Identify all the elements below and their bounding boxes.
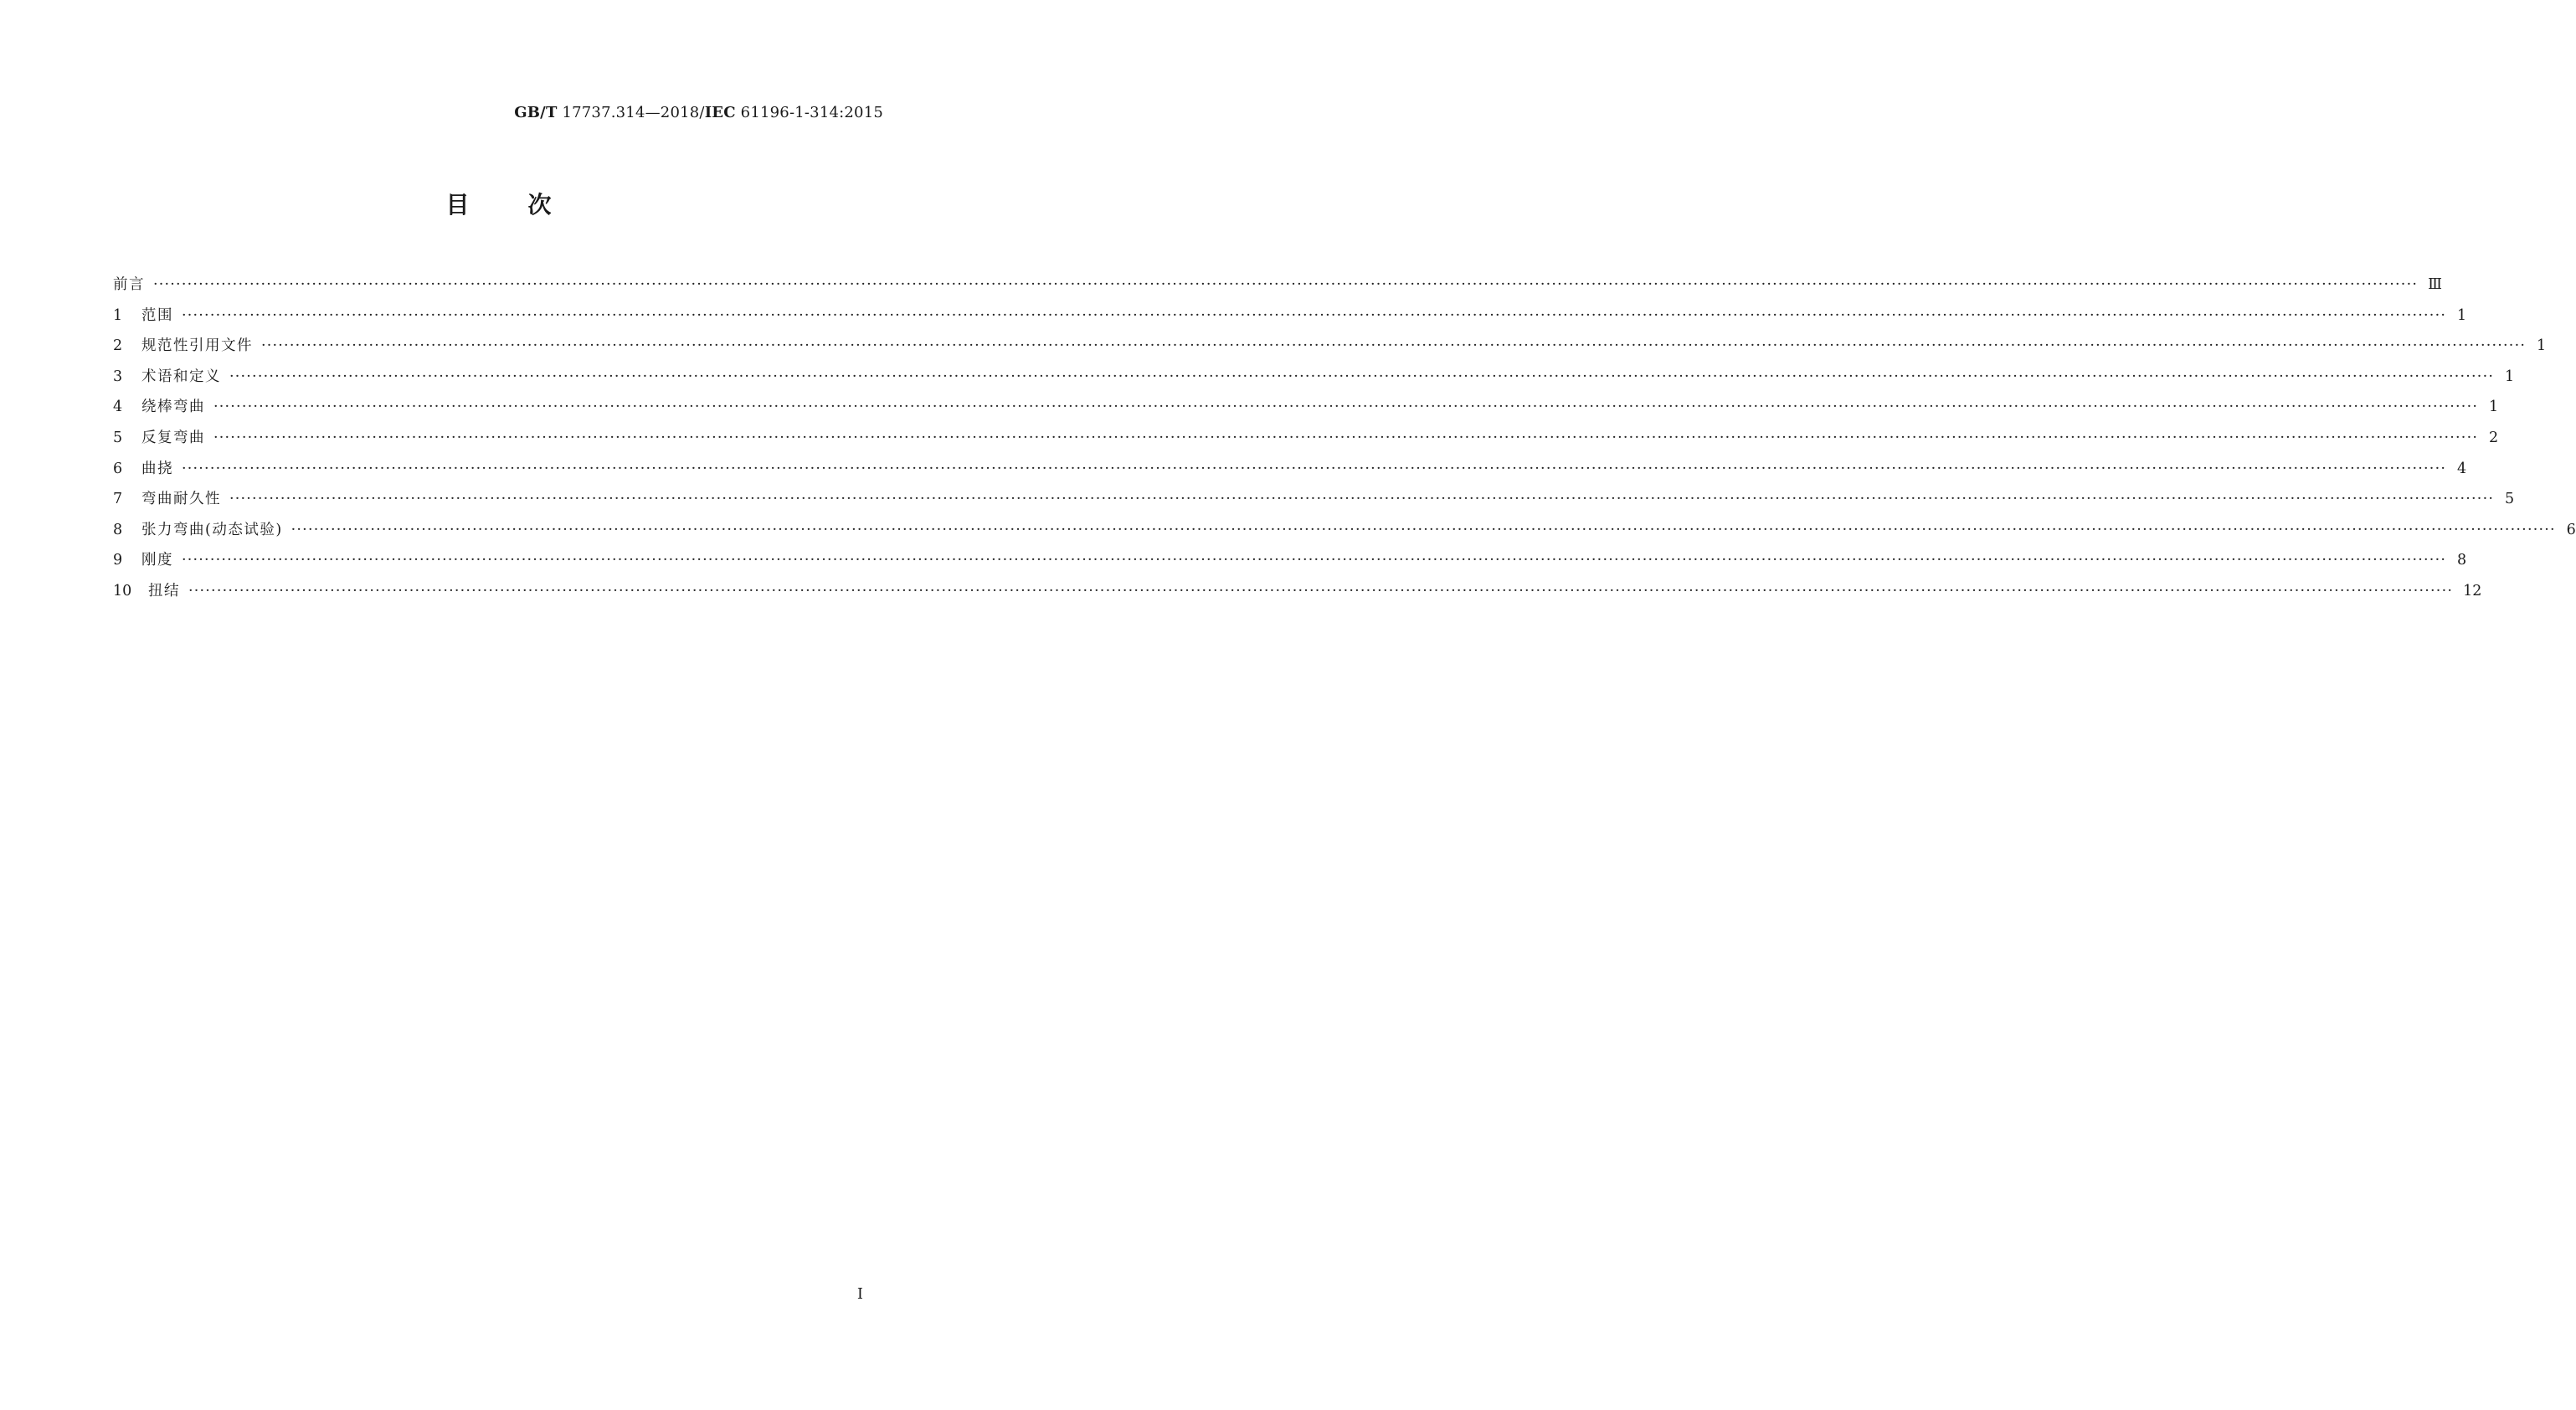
std-prefix: GB/T [514,104,558,121]
toc-leader-dots: ················································································································································································································································································································································································································ [182,306,2447,324]
toc-entry-label: 刚度 [141,552,173,569]
toc-leader-dots: ················································································································································································································································································································································································································ [153,276,2419,293]
toc-leader-dots: ················································································································································································································································································································································································································ [213,429,2479,446]
toc-entry-label: 张力弯曲(动态试验) [141,521,283,538]
iec-number: 61196-1-314:2015 [735,104,883,121]
toc-entry-label: 弯曲耐久性 [141,491,221,508]
title-char-2: 次 [527,191,552,219]
title-char-1: 目 [445,191,470,219]
toc-entry-number: 6 [113,460,123,477]
toc-entry-label: 反复弯曲 [141,429,205,446]
toc-entry[interactable] [113,301,2467,332]
standard-header [514,104,883,121]
toc-entry-number: 10 [113,582,132,600]
toc-entry[interactable] [113,423,2499,454]
toc-leader-dots: ················································································································································································································································································································································································································ [229,491,2495,508]
toc-leader-dots: ················································································································································································································································································································································································································ [291,521,2556,538]
toc-entry[interactable] [113,454,2467,485]
toc-entry-label: 扭结 [148,582,180,600]
toc-entry-number: 3 [113,368,123,385]
toc-entry[interactable] [113,270,2442,301]
toc-entry-page: 5 [2504,491,2515,508]
toc-entry-page: 1 [2456,306,2467,324]
toc-entry-label: 范围 [141,306,173,324]
toc-entry[interactable] [113,484,2515,515]
toc-entry-page: 1 [2488,399,2499,416]
toc-entry-label: 术语和定义 [141,368,221,385]
toc-entry-page: 2 [2488,429,2499,446]
toc-entry-page: Ⅲ [2428,276,2442,293]
toc-leader-dots: ················································································································································································································································································································································································································ [188,582,2454,600]
toc-leader-dots: ················································································································································································································································································································································································································ [182,552,2447,569]
toc-entry-label: 规范性引用文件 [141,337,253,355]
std-number: 17737.314—2018/ [557,104,705,121]
toc-entry[interactable] [113,362,2515,393]
toc-entry[interactable] [113,331,2547,362]
toc-entry-page: 1 [2536,337,2547,355]
toc-entry[interactable] [113,576,2482,607]
page-title [0,187,997,220]
toc-entry-page: 6 [2566,521,2576,538]
toc-entry-page: 8 [2456,552,2467,569]
toc-entry-number: 5 [113,429,123,446]
toc-entry[interactable] [113,515,2576,546]
toc-entry-label: 前言 [113,276,145,293]
toc-entry-number: 1 [113,306,123,324]
iec-prefix: IEC [704,104,736,121]
toc-entry-label: 曲挠 [141,460,173,477]
toc-entry-label: 绕棒弯曲 [141,399,205,416]
toc-entry-page: 12 [2463,582,2482,600]
toc-leader-dots: ················································································································································································································································································································································································································ [213,399,2479,416]
toc-entry-page: 1 [2504,368,2515,385]
toc-entry[interactable] [113,392,2499,423]
page-number: I [856,1285,863,1303]
toc-leader-dots: ················································································································································································································································································································································································································ [182,460,2447,477]
table-of-contents [113,270,2576,607]
toc-entry-number: 4 [113,399,123,416]
toc-leader-dots: ················································································································································································································································································································································································································ [261,337,2527,355]
toc-entry-page: 4 [2456,460,2467,477]
toc-entry[interactable] [113,545,2467,576]
toc-leader-dots: ················································································································································································································································································································································································································ [229,368,2495,385]
toc-entry-number: 8 [113,521,123,538]
toc-entry-number: 2 [113,337,123,355]
toc-entry-number: 7 [113,491,123,508]
toc-entry-number: 9 [113,552,123,569]
